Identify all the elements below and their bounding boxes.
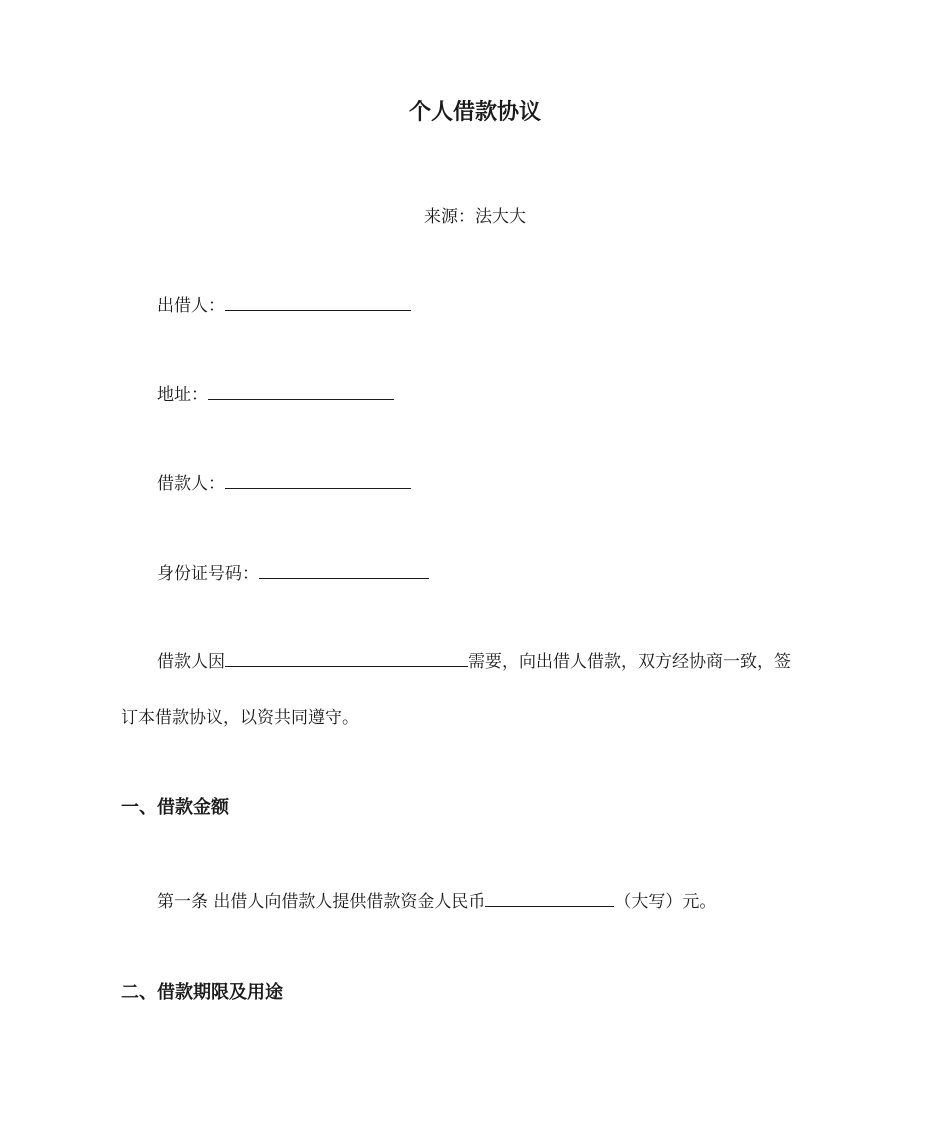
lender-blank[interactable] — [225, 293, 411, 311]
borrower-label: 借款人： — [157, 474, 225, 494]
borrower-field — [157, 470, 411, 498]
amount-blank[interactable] — [485, 889, 614, 907]
article-1 — [157, 888, 716, 916]
article-1-text-end: （大写）元。 — [614, 892, 717, 912]
id-number-field — [157, 560, 429, 588]
source-line: 来源：法大大 — [424, 207, 526, 227]
borrower-blank[interactable] — [225, 471, 411, 489]
section-heading-amount: 一、借款金额 — [121, 797, 229, 818]
intro-paragraph-line1 — [157, 648, 791, 676]
intro-text-end: 需要，向出借人借款，双方经协商一致，签 — [468, 652, 791, 672]
section-heading-term: 二、借款期限及用途 — [121, 982, 283, 1003]
id-number-blank[interactable] — [259, 561, 429, 579]
id-number-label: 身份证号码： — [157, 564, 259, 584]
address-blank[interactable] — [208, 382, 394, 400]
address-label: 地址： — [157, 385, 208, 405]
lender-label: 出借人： — [157, 296, 225, 316]
intro-text-start: 借款人因 — [157, 652, 225, 672]
lender-field — [157, 292, 411, 320]
purpose-blank[interactable] — [225, 649, 468, 667]
address-field — [157, 381, 394, 409]
article-1-text-start: 第一条 出借人向借款人提供借款资金人民币 — [157, 892, 486, 912]
intro-paragraph-line2: 订本借款协议，以资共同遵守。 — [121, 708, 359, 728]
document-title: 个人借款协议 — [408, 100, 541, 125]
